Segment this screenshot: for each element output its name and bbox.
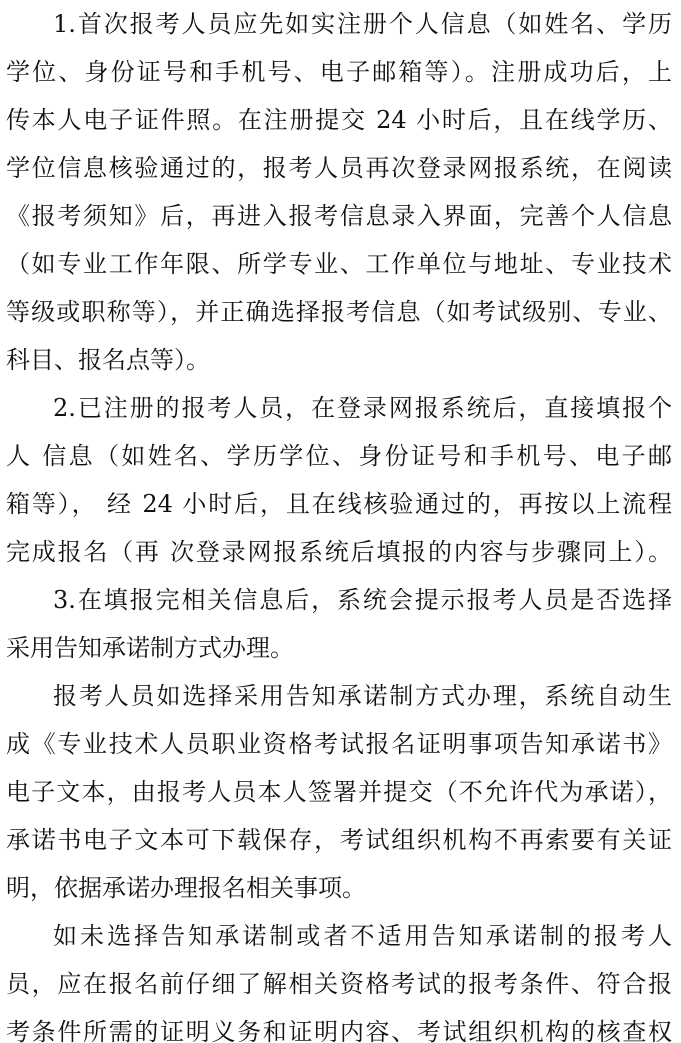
text-line: 科目、报名点等）。 xyxy=(6,346,210,374)
text-line: 人 信息（如姓名、学历学位、身份证号和手机号、电子邮 xyxy=(6,442,672,470)
text-line: 电子文本，由报考人员本人签署并提交（不允许代为承诺）， xyxy=(6,778,672,806)
text-line: （如专业工作年限、所学专业、工作单位与地址、专业技术 xyxy=(6,250,672,278)
text-line: 报考人员如选择采用告知承诺制方式办理，系统自动生 xyxy=(53,682,672,710)
text-line: 承诺书电子文本可下载保存，考试组织机构不再索要有关证 xyxy=(6,826,672,854)
text-line: 员，应在报名前仔细了解相关资格考试的报考条件、符合报 xyxy=(6,970,672,998)
text-line: 箱等）， 经 24 小时后，且在线核验通过的，再按以上流程 xyxy=(6,490,672,518)
text-line: 明，依据承诺办理报名相关事项。 xyxy=(6,874,366,902)
text-line: 等级或职称等），并正确选择报考信息（如考试级别、专业、 xyxy=(6,298,672,326)
text-line: 完成报名（再 次登录网报系统后填报的内容与步骤同上）。 xyxy=(6,538,672,566)
text-line: 传本人电子证件照。在注册提交 24 小时后，且在线学历、 xyxy=(6,106,672,134)
text-line: 1.首次报考人员应先如实注册个人信息（如姓名、学历 xyxy=(53,10,672,38)
text-line: 采用告知承诺制方式办理。 xyxy=(6,634,294,662)
text-line: 如未选择告知承诺制或者不适用告知承诺制的报考人 xyxy=(53,922,672,950)
text-line: 学位、身份证号和手机号、电子邮箱等）。注册成功后，上 xyxy=(6,58,672,86)
text-line: 考条件所需的证明义务和证明内容、考试组织机构的核查权 xyxy=(6,1018,672,1043)
text-line: 《报考须知》后，再进入报考信息录入界面，完善个人信息 xyxy=(6,202,672,230)
text-line: 成《专业技术人员职业资格考试报名证明事项告知承诺书》 xyxy=(6,730,672,758)
text-line: 学位信息核验通过的，报考人员再次登录网报系统，在阅读 xyxy=(6,154,672,182)
text-line: 3.在填报完相关信息后，系统会提示报考人员是否选择 xyxy=(53,586,672,614)
text-line: 2.已注册的报考人员，在登录网报系统后，直接填报个 xyxy=(53,394,672,422)
